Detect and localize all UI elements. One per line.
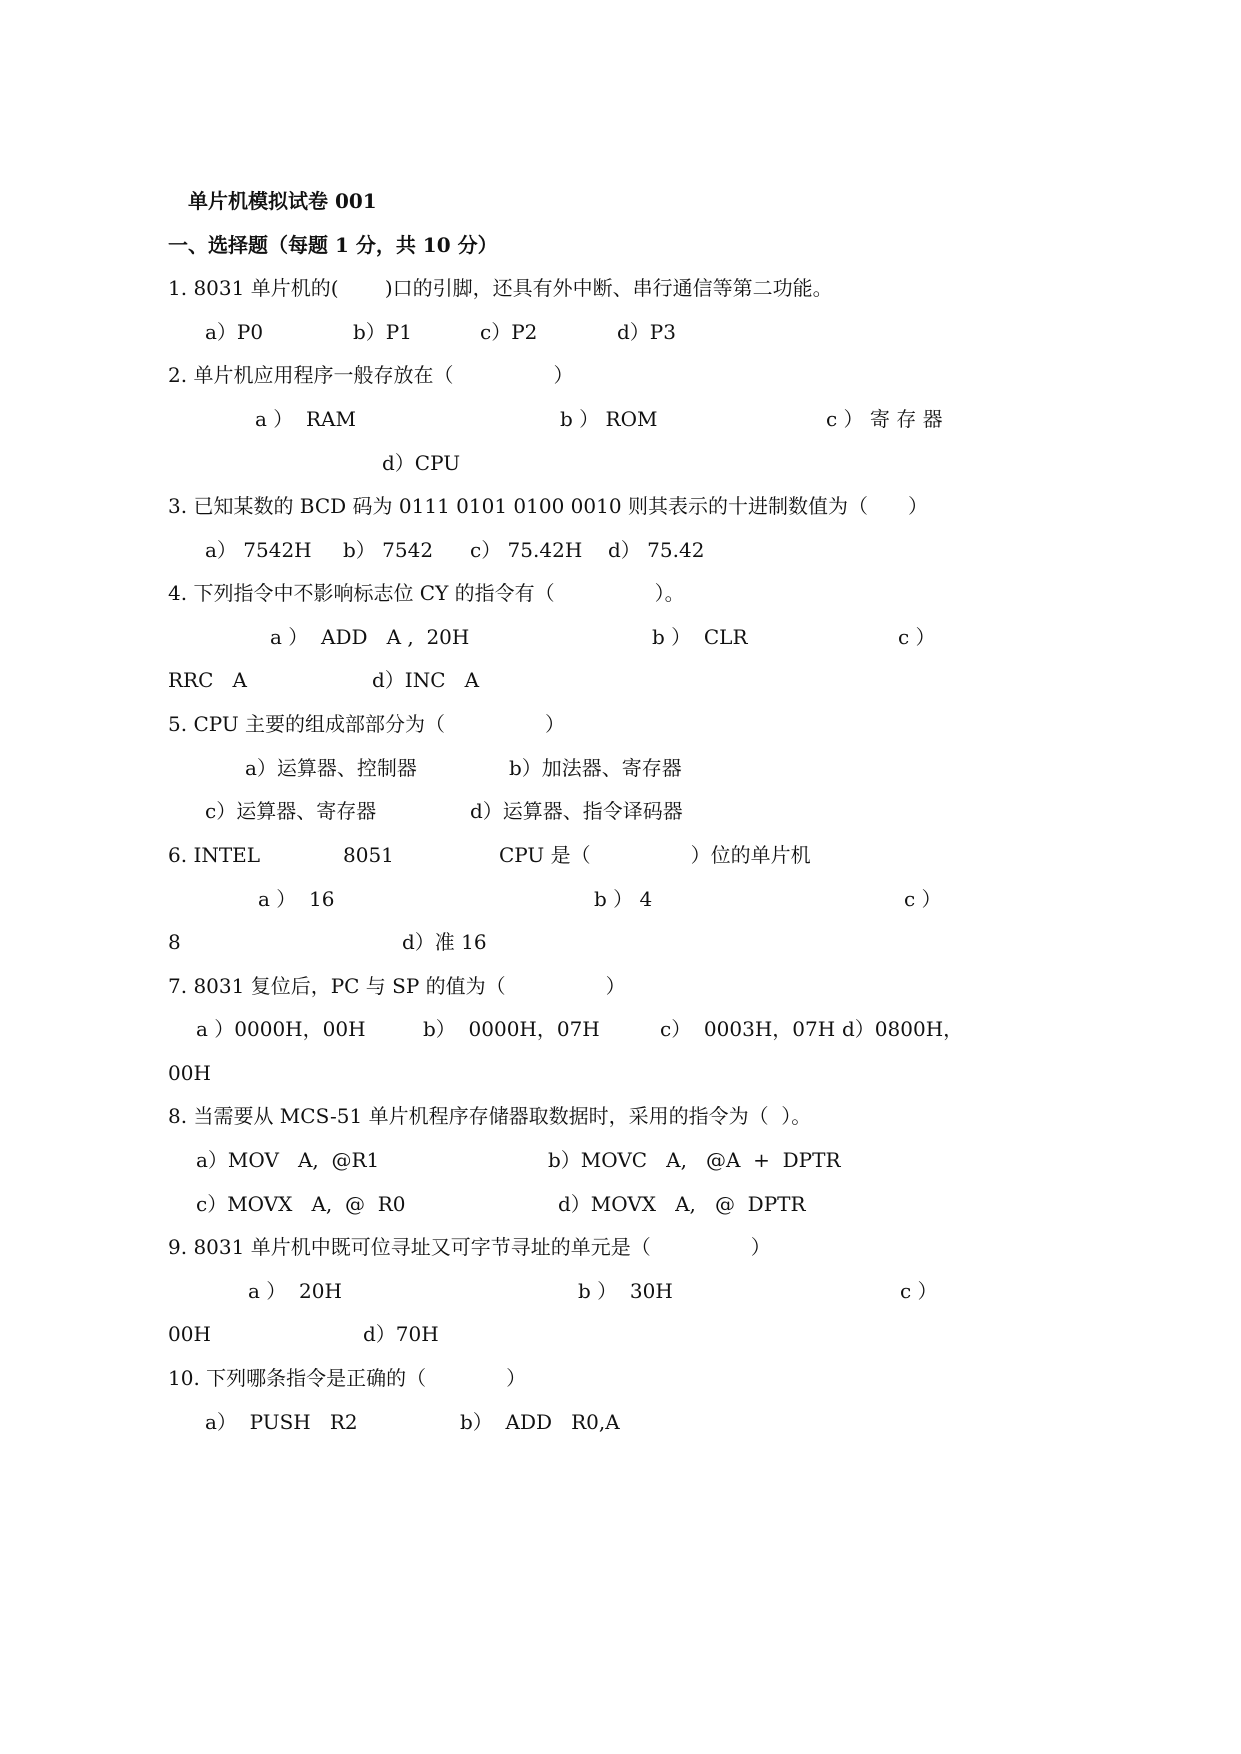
question-10-stem: 10. 下列哪条指令是正确的（ ） <box>168 1366 527 1390</box>
question-7-option-d-continued: 00H <box>168 1061 211 1085</box>
question-6-stem-part-2: 8051 <box>343 843 394 867</box>
question-6-stem-part-3: CPU 是（ ）位的单片机 <box>499 843 811 867</box>
section-heading: 一、选择题（每题 1 分，共 10 分） <box>168 233 498 257</box>
question-7-stem: 7. 8031 复位后，PC 与 SP 的值为（ ） <box>168 974 626 998</box>
question-5-stem: 5. CPU 主要的组成部部分为（ ） <box>168 712 566 736</box>
question-6-option-c: c ） <box>904 887 942 911</box>
question-4-option-a: a ） ADD A , 20H <box>270 625 470 649</box>
question-3-option-b: b） 7542 <box>343 538 434 562</box>
question-8-option-c: c）MOVX A, @ R0 <box>196 1192 406 1216</box>
question-9-option-a: a ） 20H <box>248 1279 342 1303</box>
question-6-option-d: d）准 16 <box>402 930 487 954</box>
question-8-stem: 8. 当需要从 MCS-51 单片机程序存储器取数据时，采用的指令为（ ）。 <box>168 1104 812 1128</box>
question-10-option-a: a） PUSH R2 <box>205 1410 358 1434</box>
question-5-option-b: b）加法器、寄存器 <box>509 756 682 780</box>
question-9-option-d: d）70H <box>363 1322 439 1346</box>
question-3-option-d: d） 75.42 <box>608 538 705 562</box>
question-4-option-d: d）INC A <box>372 668 480 692</box>
question-6-option-b: b ） 4 <box>594 887 653 911</box>
question-6-option-a: a ） 16 <box>258 887 335 911</box>
question-1-option-a: a）P0 <box>205 320 264 344</box>
question-7-option-d: d）0800H， <box>842 1017 964 1041</box>
question-3-option-a: a） 7542H <box>205 538 312 562</box>
question-8-option-d: d）MOVX A, @ DPTR <box>558 1192 806 1216</box>
question-6-stem-part-1: 6. INTEL <box>168 843 261 867</box>
question-8-option-a: a）MOV A, @R1 <box>196 1148 380 1172</box>
question-2-stem: 2. 单片机应用程序一般存放在（ ） <box>168 363 574 387</box>
question-7-option-b: b） 0000H，07H <box>423 1017 600 1041</box>
question-5-option-d: d）运算器、指令译码器 <box>470 799 683 823</box>
question-4-option-c: c ） <box>898 625 936 649</box>
question-7-option-a: a ）0000H，00H <box>196 1017 366 1041</box>
question-9-option-b: b ） 30H <box>578 1279 673 1303</box>
question-8-option-b: b）MOVC A, @A + DPTR <box>548 1148 841 1172</box>
question-1-option-c: c）P2 <box>480 320 538 344</box>
question-1-stem: 1. 8031 单片机的( )口的引脚，还具有外中断、串行通信等第二功能。 <box>168 276 833 300</box>
question-4-option-b: b ） CLR <box>652 625 748 649</box>
question-6-option-c-continued: 8 <box>168 930 181 954</box>
page-title: 单片机模拟试卷 001 <box>188 189 377 213</box>
question-9-stem: 9. 8031 单片机中既可位寻址又可字节寻址的单元是（ ） <box>168 1235 771 1259</box>
question-4-stem: 4. 下列指令中不影响标志位 CY 的指令有（ ）。 <box>168 581 685 605</box>
question-3-stem: 3. 已知某数的 BCD 码为 0111 0101 0100 0010 则其表示的十进制数值为（ ） <box>168 494 928 518</box>
question-2-option-a: a ） RAM <box>255 407 356 431</box>
question-10-option-b: b） ADD R0,A <box>460 1410 620 1434</box>
question-7-option-c: c） 0003H，07H <box>660 1017 836 1041</box>
question-2-option-b: b ） ROM <box>560 407 658 431</box>
question-1-option-b: b）P1 <box>353 320 412 344</box>
question-9-option-c-continued: 00H <box>168 1322 211 1346</box>
question-9-option-c: c ） <box>900 1279 938 1303</box>
question-5-option-a: a）运算器、控制器 <box>245 756 417 780</box>
question-1-option-d: d）P3 <box>617 320 676 344</box>
question-4-option-c-continued: RRC A <box>168 668 247 692</box>
question-2-option-c: c ） 寄 存 器 <box>826 407 943 431</box>
question-3-option-c: c） 75.42H <box>470 538 583 562</box>
question-5-option-c: c）运算器、寄存器 <box>205 799 377 823</box>
question-2-option-d: d）CPU <box>382 451 461 475</box>
